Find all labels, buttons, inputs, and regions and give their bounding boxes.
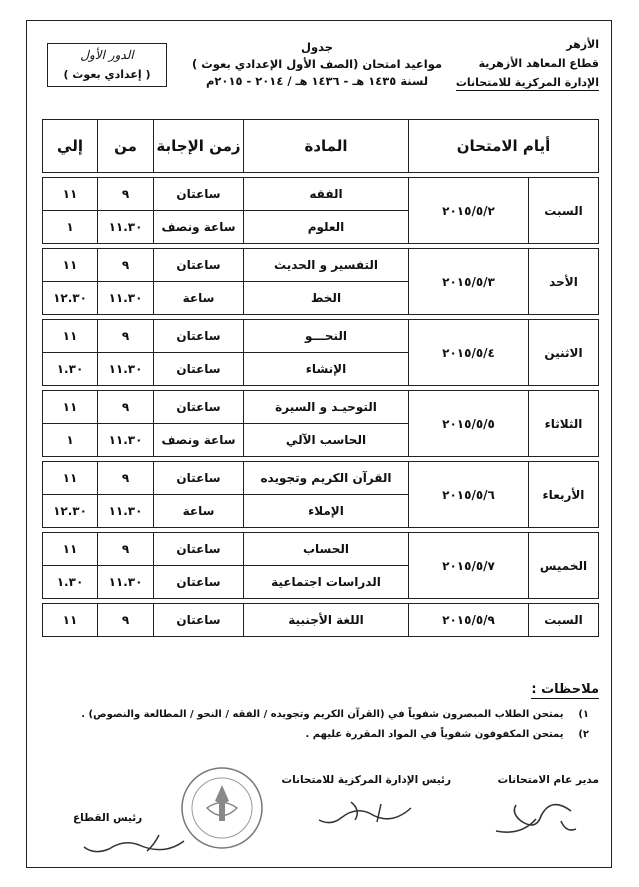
to-time-cell: ١١ — [43, 533, 98, 566]
sector-head-signature — [79, 821, 189, 861]
exam-day-cell: الاثنين — [529, 320, 599, 386]
from-time-cell: ٩ — [98, 462, 154, 495]
note-number: ١) — [578, 709, 589, 720]
central-head-label: رئيس الإدارة المركزية للامتحانات — [281, 774, 451, 786]
duration-cell: ساعتان — [154, 533, 244, 566]
to-time-cell: ١ — [43, 211, 98, 244]
duration-cell: ساعة ونصف — [154, 424, 244, 457]
exam-date-cell: ٢٠١٥/٥/٤ — [409, 320, 529, 386]
from-time-cell: ٩ — [98, 604, 154, 637]
subject-cell: النحـــو — [244, 320, 409, 353]
exam-day-cell: الأربعاء — [529, 462, 599, 528]
from-time-cell: ٩ — [98, 320, 154, 353]
from-time-cell: ١١.٣٠ — [98, 211, 154, 244]
header-duration: زمن الإجابة — [154, 120, 244, 173]
to-time-cell: ١٢.٣٠ — [43, 495, 98, 528]
table-row — [43, 249, 599, 282]
to-time-cell: ١.٣٠ — [43, 566, 98, 599]
document-title: جدول — [300, 40, 334, 54]
org-line-department: الإدارة المركزية للامتحانات — [455, 76, 599, 89]
header-to: إلي — [43, 120, 98, 173]
duration-cell: ساعتان — [154, 353, 244, 386]
header-subject: المادة — [244, 120, 409, 173]
table-header-row — [43, 120, 599, 173]
session-box — [47, 43, 167, 87]
official-stamp-seal — [177, 763, 267, 853]
to-time-cell: ١١ — [43, 462, 98, 495]
org-line-azhar: الأزهر — [566, 38, 599, 51]
table-row — [43, 320, 599, 353]
general-manager-label: مدير عام الامتحانات — [497, 774, 599, 786]
duration-cell: ساعتان — [154, 604, 244, 637]
to-time-cell: ١٢.٣٠ — [43, 282, 98, 315]
subject-cell: الدراسات اجتماعية — [244, 566, 409, 599]
to-time-cell: ١١ — [43, 320, 98, 353]
subject-cell: القرآن الكريم وتجويده — [244, 462, 409, 495]
subject-cell: التوحيـد و السيرة — [244, 391, 409, 424]
duration-cell: ساعتان — [154, 178, 244, 211]
duration-cell: ساعة — [154, 495, 244, 528]
exam-day-cell: الخميس — [529, 533, 599, 599]
exam-date-cell: ٢٠١٥/٥/٥ — [409, 391, 529, 457]
exam-day-cell: السبت — [529, 604, 599, 637]
schedule-body — [43, 173, 599, 637]
to-time-cell: ١١ — [43, 249, 98, 282]
from-time-cell: ١١.٣٠ — [98, 495, 154, 528]
table-row — [43, 604, 599, 637]
header-from: من — [98, 120, 154, 173]
exam-date-cell: ٢٠١٥/٥/٢ — [409, 178, 529, 244]
from-time-cell: ١١.٣٠ — [98, 282, 154, 315]
to-time-cell: ١١ — [43, 391, 98, 424]
note-number: ٢) — [578, 729, 589, 740]
exam-date-cell: ٢٠١٥/٥/٧ — [409, 533, 529, 599]
table-row — [43, 533, 599, 566]
duration-cell: ساعتان — [154, 320, 244, 353]
duration-cell: ساعتان — [154, 391, 244, 424]
duration-cell: ساعة ونصف — [154, 211, 244, 244]
sector-head-label: رئيس القطاع — [73, 812, 143, 824]
note-item — [39, 727, 589, 743]
subject-cell: الفقه — [244, 178, 409, 211]
exam-schedule-table — [42, 119, 599, 637]
exam-day-cell: السبت — [529, 178, 599, 244]
to-time-cell: ١.٣٠ — [43, 353, 98, 386]
subject-cell: الإملاء — [244, 495, 409, 528]
table-row — [43, 391, 599, 424]
duration-cell: ساعتان — [154, 566, 244, 599]
subject-cell: الخط — [244, 282, 409, 315]
note-text: يمتحن الطلاب المبصرون شفوياً في (القرآن الكريم وتجويده / الفقه / النحو / المطالعة والنصوص) . — [81, 709, 564, 720]
header-exam-days: أيام الامتحان — [409, 120, 599, 173]
duration-cell: ساعتان — [154, 462, 244, 495]
from-time-cell: ٩ — [98, 391, 154, 424]
subject-cell: اللغة الأجنبية — [244, 604, 409, 637]
central-head-signature — [311, 796, 421, 836]
note-text: يمتحن المكفوفون شفوياً في المواد المقررة عليهم . — [305, 729, 564, 740]
table-row — [43, 178, 599, 211]
from-time-cell: ١١.٣٠ — [98, 566, 154, 599]
from-time-cell: ١١.٣٠ — [98, 424, 154, 457]
from-time-cell: ٩ — [98, 249, 154, 282]
to-time-cell: ١١ — [43, 178, 98, 211]
subject-cell: الحساب — [244, 533, 409, 566]
duration-cell: ساعتان — [154, 249, 244, 282]
schedule-title-block — [177, 39, 457, 90]
from-time-cell: ٩ — [98, 533, 154, 566]
from-time-cell: ٩ — [98, 178, 154, 211]
exam-date-cell: ٢٠١٥/٥/٩ — [409, 604, 529, 637]
table-row — [43, 462, 599, 495]
note-item — [39, 707, 589, 723]
from-time-cell: ١١.٣٠ — [98, 353, 154, 386]
to-time-cell: ١ — [43, 424, 98, 457]
to-time-cell: ١١ — [43, 604, 98, 637]
academic-year: لسنة ١٤٣٥ هـ - ١٤٣٦ هـ / ٢٠١٤ - ٢٠١٥م — [205, 74, 429, 88]
exam-date-cell: ٢٠١٥/٥/٣ — [409, 249, 529, 315]
document-subtitle: مواعيد امتحان (الصف الأول الإعدادي بعوث ) — [191, 57, 443, 71]
subject-cell: العلوم — [244, 211, 409, 244]
subject-cell: الإنشاء — [244, 353, 409, 386]
subject-cell: التفسير و الحديث — [244, 249, 409, 282]
session-handwritten: الدور الأول — [80, 48, 134, 62]
exam-date-cell: ٢٠١٥/٥/٦ — [409, 462, 529, 528]
session-type: ( إعدادي بعوث ) — [63, 68, 151, 81]
org-line-sector: قطاع المعاهد الأزهرية — [478, 57, 599, 70]
general-manager-signature — [481, 791, 581, 841]
exam-schedule-page — [26, 20, 612, 868]
duration-cell: ساعة — [154, 282, 244, 315]
exam-day-cell: الأحد — [529, 249, 599, 315]
subject-cell: الحاسب الآلي — [244, 424, 409, 457]
exam-day-cell: الثلاثاء — [529, 391, 599, 457]
notes-title: ملاحظات : — [531, 682, 599, 697]
